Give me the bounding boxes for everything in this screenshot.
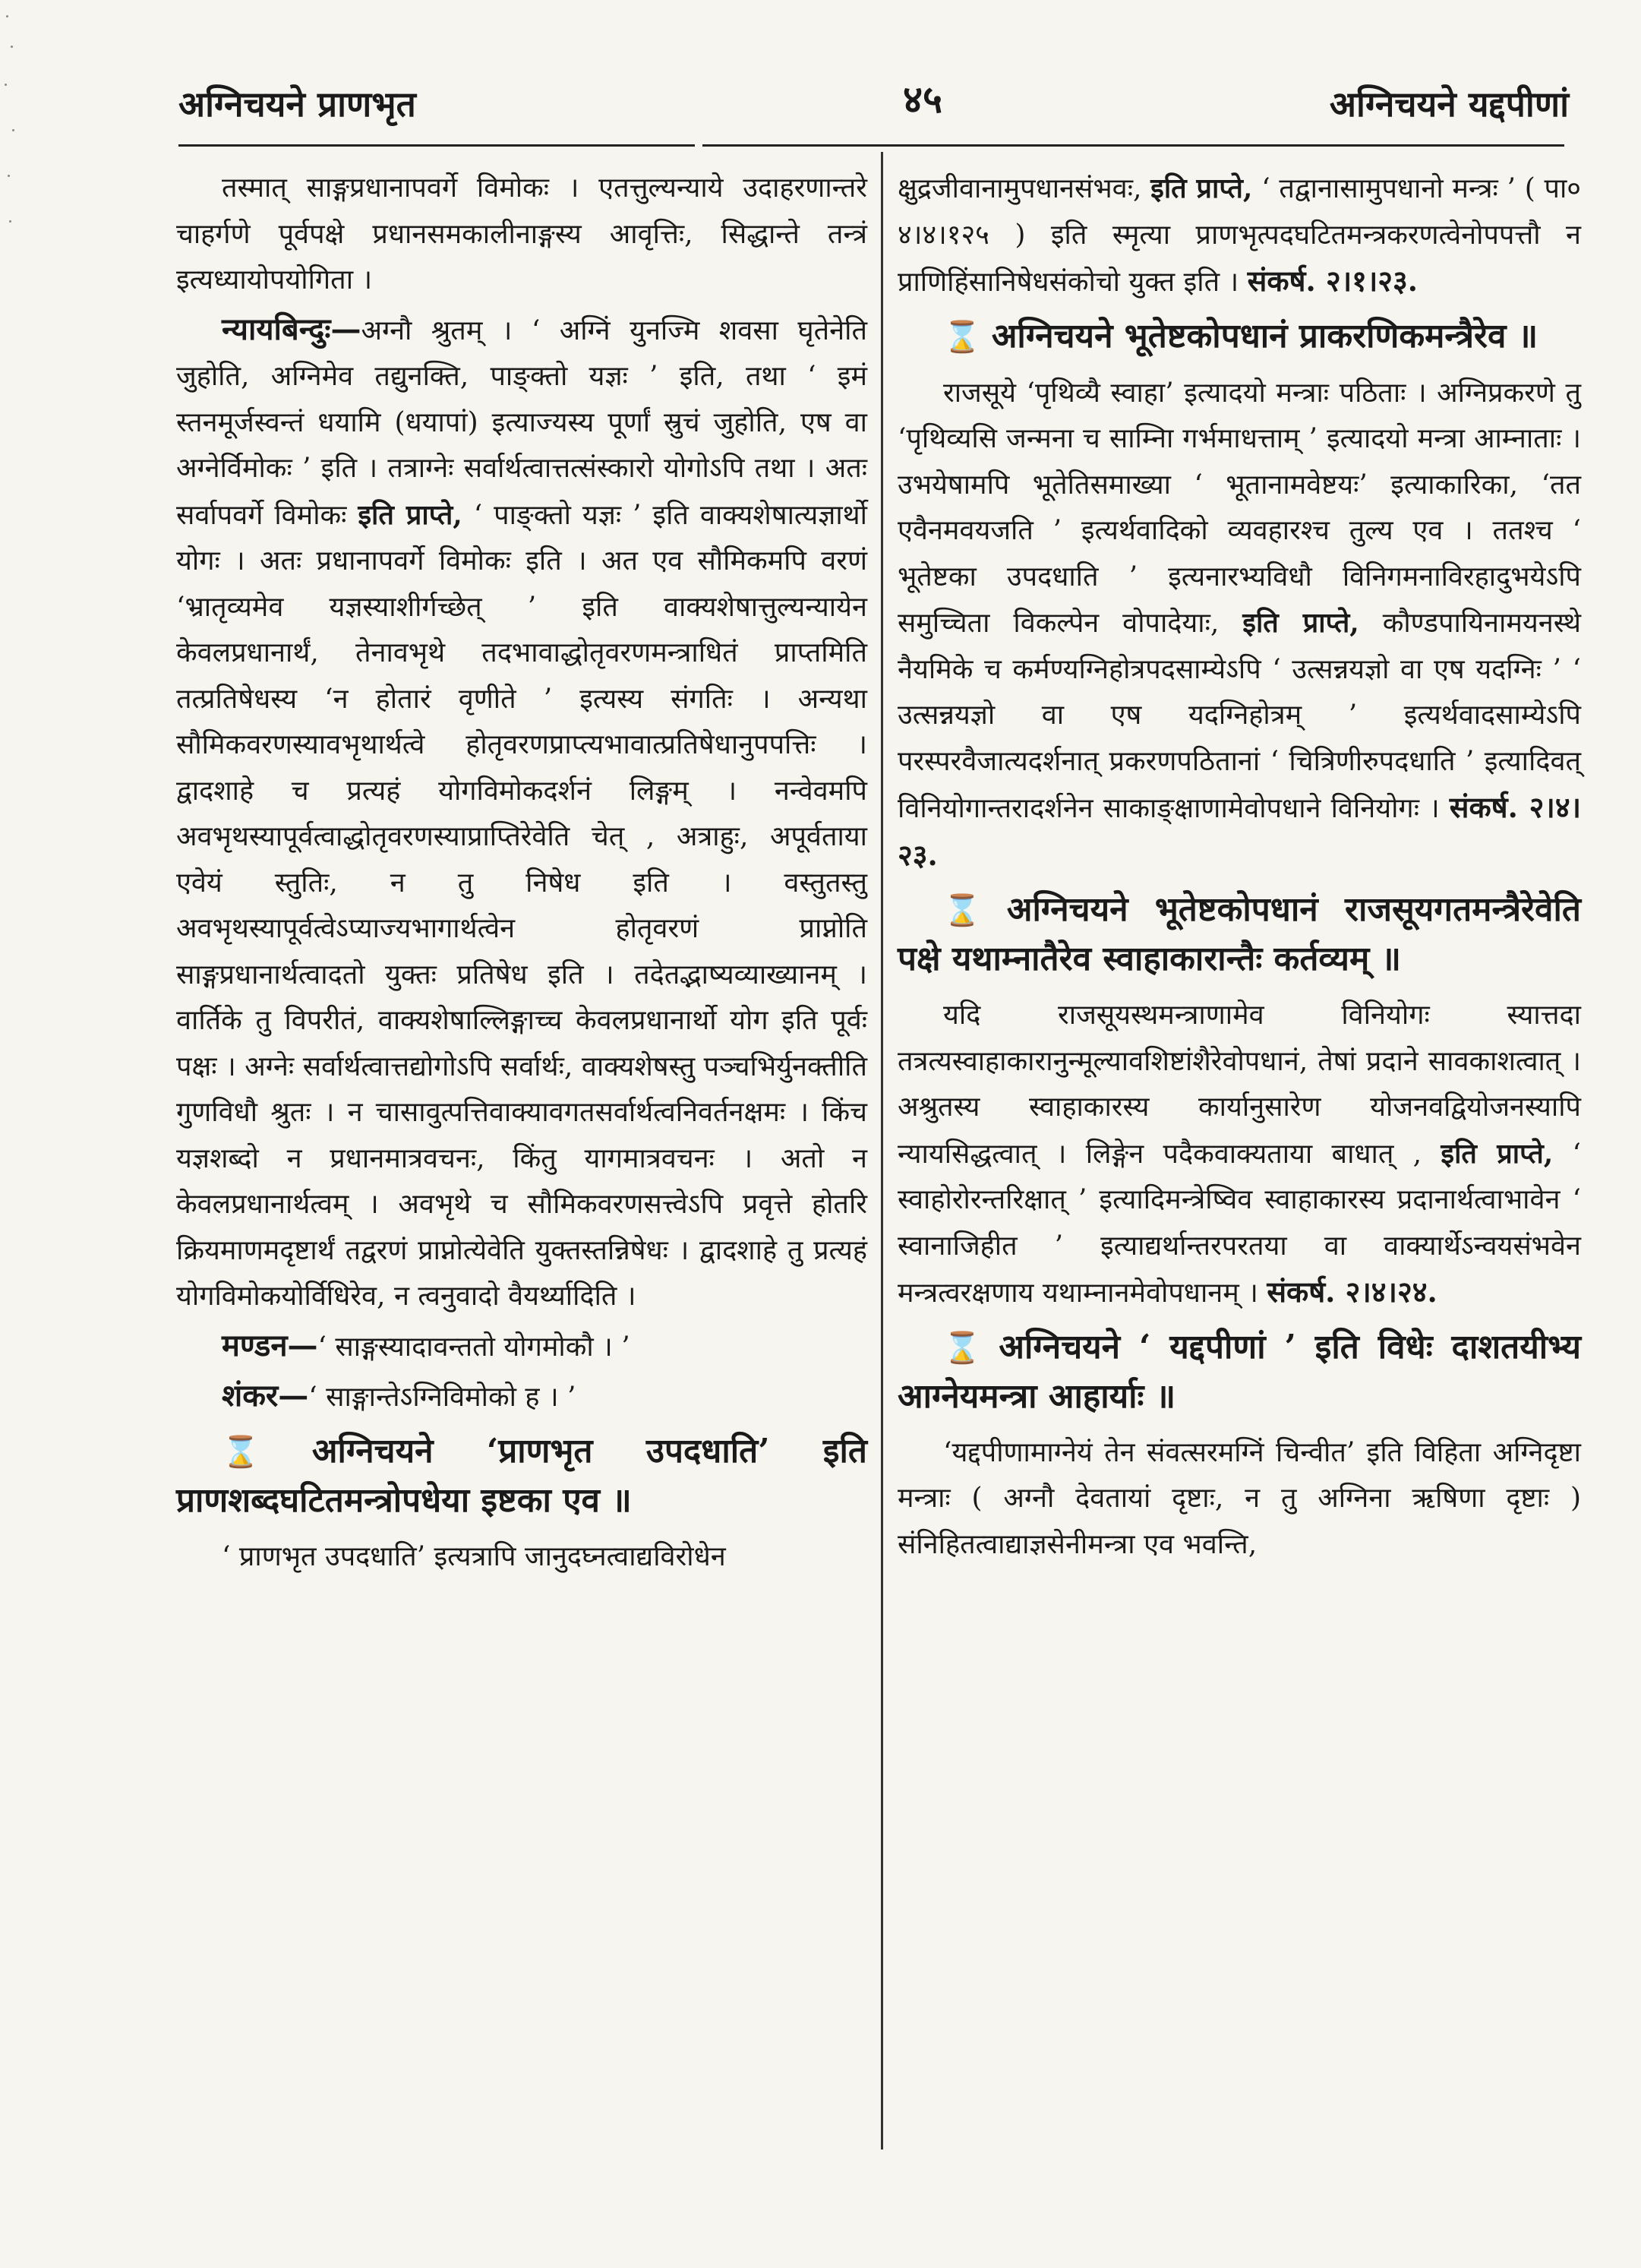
sankarsha-reference: संकर्ष. २।४।२४. [1267,1275,1437,1309]
paragraph-text: ‘ स्वाहोरोरन्तरिक्षात् ’ इत्यादिमन्त्रेष्विव स्वाहाकारस्य प्रदानार्थत्वाभावेन ‘ स्वानाजिहीत ’ इत्याद्यर्थान्तरपरतया वा वाक्यार्थेऽन्वयसंभवेन मन्त्रत्वरक्षणाय यथाम्नानमेवोपधानम् । [898,1138,1581,1309]
paragraph-text: ‘यद्दपीणामाग्नेयं तेन संवत्सरमग्निं चिन्वीत’ इति विहिता अग्निदृष्टा मन्त्राः ( अग्नौ देवतायां दृष्टाः, न तु अग्निना ऋषिणा दृष्टाः ) संनिहितत्वाद्याज्ञसेनीमन्त्रा एव भवन्ति, [898,1436,1581,1560]
iti-prapte: इति प्राप्ते, [358,498,462,531]
header-rule-left [178,144,695,147]
paragraph-text: ‘ पाङ्क्तो यज्ञः ’ इति वाक्यशेषात्यज्ञार्थो योगः । अतः प्रधानापवर्गे विमोकः इति । अत एव सौमिकमपि वरणं ‘भ्रातृव्यमेव यज्ञस्याशीर्गच्छेत् ’ इति वाक्यशेषात्तुल्यन्यायेन केवलप्रधानार्थं, तेनावभृथे तदभावाद्धोतृवरणमन्त्राधितं प्राप्तमिति तत्प्रतिषेधस्य ‘न होतारं वृणीते ’ इत्यस्य संगतिः । अन्यथा सौमिकवरणस्यावभृथार्थत्वे होतृवरणप्राप्त्यभावात्प्रतिषेधानुपपत्तिः । द्वादशाहे च प्रत्यहं योगविमोकदर्शनं लिङ्गम् । नन्वेवमपि अवभृथस्यापूर्वत्वाद्धोतृवरणस्याप्राप्तिरेवेति चेत् , अत्राहुः, अपूर्वताया एवेयं स्तुतिः, न तु निषेध इति । वस्तुतस्तु अवभृथस्यापूर्वत्वेऽप्याज्यभागार्थत्वेन होतृवरणं प्राप्नोति साङ्गप्रधानार्थत्वादतो युक्तः प्रतिषेध इति । तदेतद्भाष्यव्याख्यानम् । वार्तिके तु विपरीतं, वाक्यशेषाल्लिङ्गाच्च केवलप्रधानार्थो योग इति पूर्वः पक्षः । अग्नेः सर्वार्थत्वात्तद्योगोऽपि सर्वार्थः, वाक्यशेषस्तु पञ्चभिर्युनक्तीति गुणविधौ श्रुतः । न चासावुत्पत्तिवाक्यावगतसर्वार्थत्वनिवर्तनक्षमः । किंच यज्ञशब्दो न प्रधानमात्रवचनः, किंतु यागमात्रवचनः । अतो न केवलप्रधानार्थत्वम् । अवभृथे च सौमिकवरणसत्त्वेऽपि प्रवृत्ते होतरि क्रियमाणमदृष्टार्थं तद्वरणं प्राप्नोत्येवेति युक्तस्तन्निषेधः । द्वादशाहे तु प्रत्यहं योगविमोकयोर्विधिरेव, न त्वनुवादो वैयर्थ्यादिति । [176,499,867,1312]
nyaya-bindu-label: न्यायबिन्दुः— [222,311,361,347]
paragraph-text: ‘ तद्वानासामुपधानो मन्त्रः ’ ( पा० ४।४।१२५ ) इति स्मृत्या प्राणभृत्पदघटितमन्त्रकरणत्वेनोपपत्तौ न प्राणिहिंसानिषेधसंकोचो युक्त इति । [898,173,1581,298]
paragraph [898,1430,1581,1568]
paragraph-text: कौण्डपायिनामयनस्थे नैयमिके च कर्मण्यग्निहोत्रपदसाम्येऽपि ‘ उत्सन्नयज्ञो वा एष यदग्निः ’ ‘ उत्सन्नयज्ञो वा एष यदग्निहोत्रम् ’ इत्यर्थवादसाम्येऽपि परस्परवैजात्यदर्शनात् प्रकरणपठितानां ‘ चित्रिणीरुपदधाति ’ इत्यादिवत् विनियोगान्तरादर्शनेन साकाङ्क्षाणामेवोपधाने विनियोगः । [898,608,1581,824]
section-mark-icon: ⌛ [222,1433,301,1470]
section-heading [898,886,1581,984]
section-mark-icon: ⌛ [943,318,981,355]
section-heading [898,312,1581,362]
paragraph-text: तस्मात् साङ्गप्रधानापवर्गे विमोकः । एतत्तुल्यन्याये उदाहरणान्तरे चाहर्गणे पूर्वपक्षे प्रधानसमकालीनाङ्गस्य आवृत्तिः, सिद्धान्ते तन्त्रं इत्यध्यायोपयोगिता । [176,172,867,295]
left-column [176,166,867,1583]
shankar-label: शंकर— [222,1378,309,1414]
paragraph-text: ‘ प्राणभृत उपदधाति’ इत्यत्रापि जानुदघ्नत्वाद्यविरोधेन [222,1540,726,1572]
paragraph [898,371,1581,880]
section-heading-text: अग्निचयने ‘प्राणभृत उपदधाति’ इति प्राणशब्दघटितमन्त्रोपधेया इष्टका एव ॥ [176,1431,867,1520]
iti-prapte: इति प्राप्ते, [1242,607,1359,639]
running-head-left: अग्निचयने प्राणभृत [178,84,416,125]
margin-marks [0,0,23,243]
paragraph [176,166,867,304]
paragraph-text: राजसूये ‘पृथिव्यै स्वाहा’ इत्यादयो मन्त्राः पठिताः । अग्निप्रकरणे तु ‘पृथिव्यसि जन्मना च साम्निा गर्भमाधत्ताम् ’ इत्यादयो मन्त्रा आम्नाताः । उभयेषामपि भूतेतिसमाख्या ‘ भूतानामवेष्टयः’ इत्याकारिका, ‘तत एवैनमवयजति ’ इत्यर्थवादिको व्यवहारश्च तुल्य एव । ततश्च ‘ भूतेष्टका उपदधाति ’ इत्यनारभ्यविधौ विनिगमनाविरहादुभयेऽपि समुच्चिता विकल्पेन वोपादेयाः, [898,377,1581,639]
section-heading-text: अग्निचयने भूतेष्टकोपधानं प्राकरणिकमन्त्रैरेव ॥ [991,316,1538,355]
column-divider [881,152,883,2150]
section-mark-icon: ⌛ [943,1329,989,1366]
sankarsha-reference: संकर्ष. २।१।२३. [1247,264,1419,298]
section-heading [176,1427,867,1525]
section-heading-text: अग्निचयने ‘ यद्दपीणां ’ इति विधेः दाशतयीभ्य आग्नेयमन्त्रा आहार्याः ॥ [898,1327,1581,1416]
shankar-line [176,1373,867,1421]
section-heading [898,1323,1581,1421]
section-mark-icon: ⌛ [943,892,996,928]
mandana-text: ‘ साङ्गस्यादावन्ततो योगमोकौ । ’ [317,1331,630,1363]
paragraph-text: क्षुद्रजीवानामुपधानसंभवः, [898,173,1142,204]
page-number: ४५ [903,77,942,122]
paragraph-text: अग्नौ श्रुतम् । ‘ अग्निं युनज्मि शवसा घृतेनेति जुहोति, अग्निमेव तद्युनक्ति, पाङ्क्तो यज्ञः ’ इति, तथा ‘ इमं स्तनमूर्जस्वन्तं धयामि (धयापां) इत्याज्यस्य पूर्णां स्रुचं जुहोति, एष वा अग्नेर्विमोकः ’ इति । तत्राग्नेः सर्वार्थत्वात्तत्संस्कारो योगोऽपि तथा । अतः सर्वापवर्गे विमोकः [176,314,867,531]
iti-prapte: इति प्राप्ते, [1441,1137,1554,1170]
running-head-right: अग्निचयने यद्दपीणां [1329,84,1569,125]
nyaya-bindu-paragraph [176,307,867,1320]
mandana-line [176,1323,867,1371]
paragraph [898,993,1581,1317]
section-heading-text: अग्निचयने भूतेष्टकोपधानं राजसूयगतमन्त्रैरेवेति पक्षे यथाम्नातैरेव स्वाहाकारान्तैः कर्तव्यम् ॥ [898,890,1581,978]
iti-prapte: इति प्राप्ते, [1150,172,1253,204]
mandana-label: मण्डन— [222,1327,318,1363]
shankar-text: ‘ साङ्गान्तेऽग्निविमोको ह । ’ [308,1382,576,1413]
right-column [898,166,1581,1571]
paragraph [176,1534,867,1581]
sankarsha-reference: संकर्ष. २।४।२३. [898,790,1581,872]
running-head [178,72,1569,141]
header-rule-right [702,144,1564,147]
paragraph-text: यदि राजसूयस्थमन्त्राणामेव विनियोगः स्यात्तदा तत्रत्यस्वाहाकारानुन्मूल्यावशिष्टांशैरेवोपधानं, तेषां प्रदाने सावकाशत्वात् । अश्रुतस्य स्वाहाकारस्य कार्यानुसारेण योजनवद्वियोजनस्यापि न्यायसिद्धत्वात् । लिङ्गेन पदैकवाक्यताया बाधात् , [898,1000,1581,1170]
paragraph [898,166,1581,306]
